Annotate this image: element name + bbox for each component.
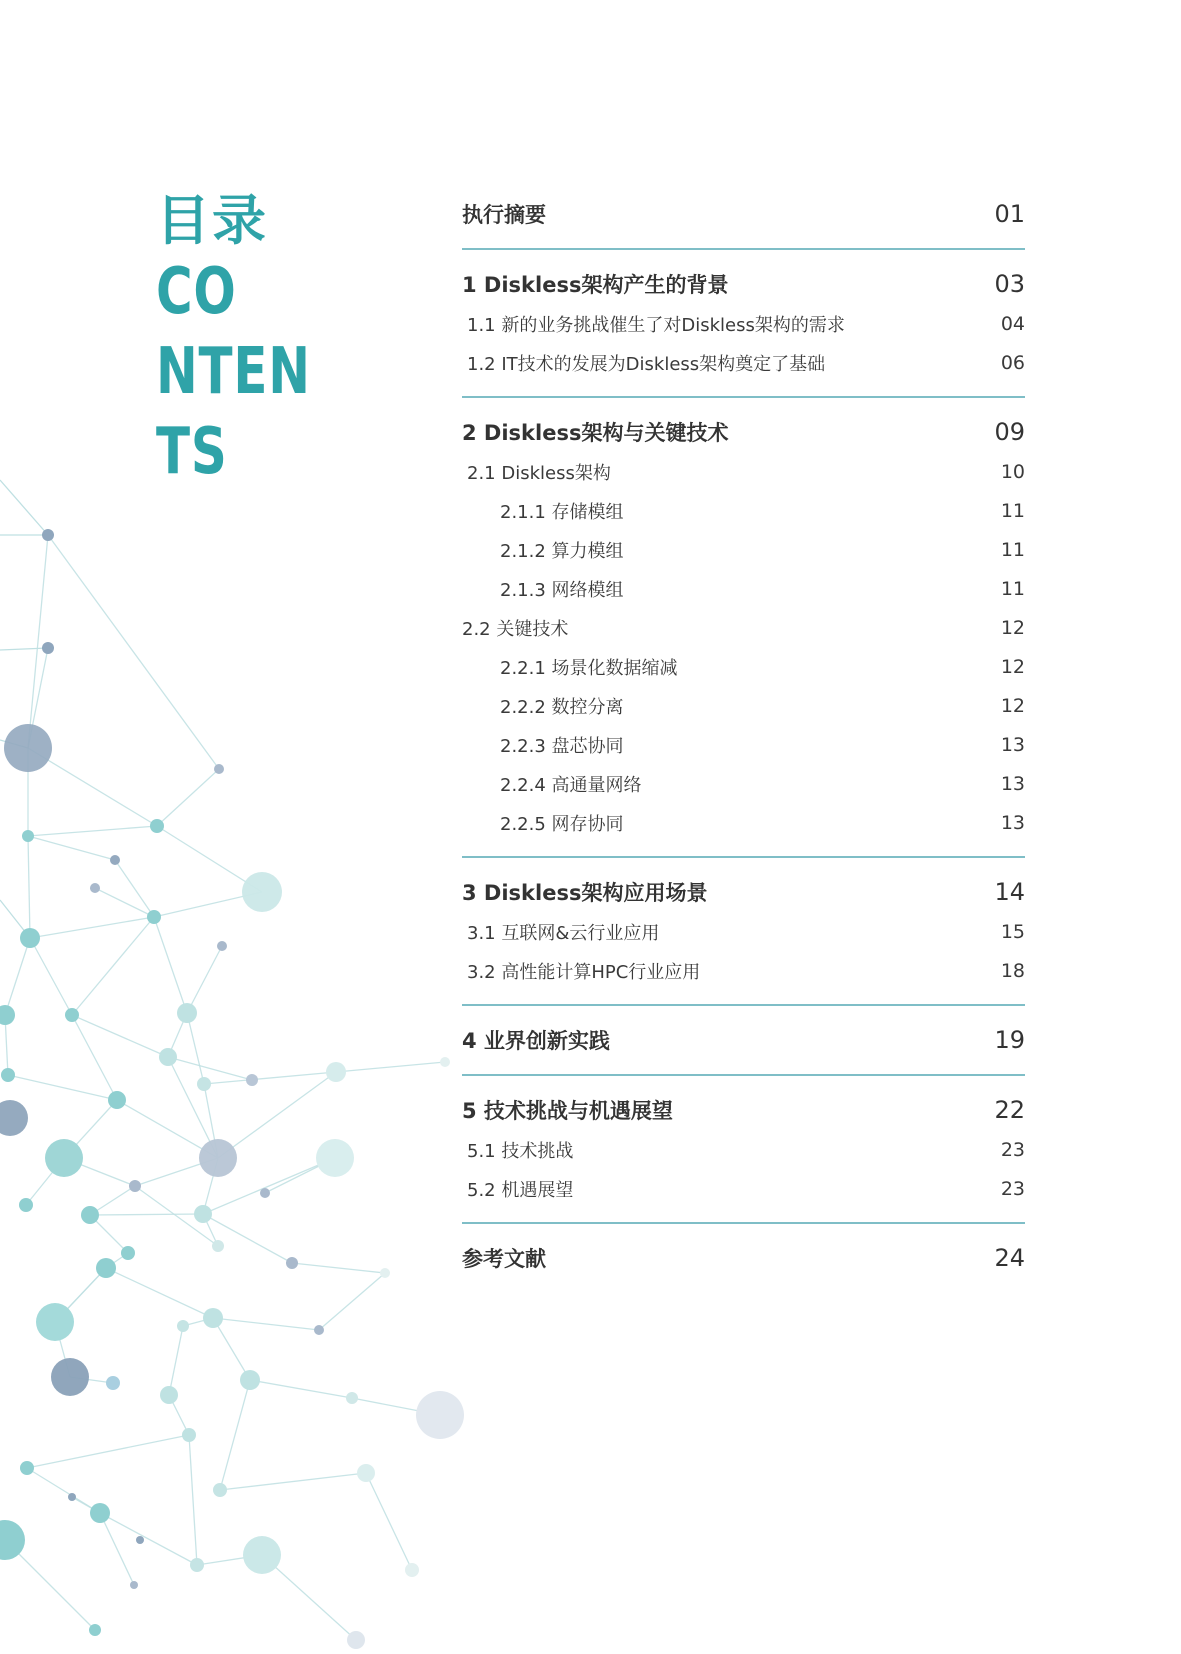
network-edge <box>0 648 48 650</box>
network-edge <box>336 1062 445 1072</box>
toc-sub-page-number: 13 <box>1000 811 1025 834</box>
network-node <box>416 1391 464 1439</box>
toc-sub-entry[interactable] <box>462 569 1025 608</box>
network-node <box>314 1325 324 1335</box>
network-edge <box>319 1273 385 1330</box>
network-edge <box>5 938 30 1015</box>
network-edge <box>95 888 154 917</box>
network-node <box>260 1188 270 1198</box>
toc-sub-label: 3.1 互联网&云行业应用 <box>467 922 660 944</box>
network-edge <box>72 1015 168 1057</box>
network-edge <box>204 1072 336 1084</box>
network-node <box>20 1461 34 1475</box>
network-node <box>190 1558 204 1572</box>
network-node <box>243 1536 281 1574</box>
network-node <box>242 872 282 912</box>
toc-sub-entry[interactable] <box>462 686 1025 725</box>
toc-main-entry[interactable] <box>462 1238 1025 1278</box>
toc-main-entry[interactable] <box>462 412 1025 452</box>
network-node <box>0 1005 15 1025</box>
toc-sub-page-number: 15 <box>1000 920 1025 943</box>
toc-section <box>462 858 1025 1006</box>
network-node <box>286 1257 298 1269</box>
network-node <box>194 1205 212 1223</box>
toc-sub-entry[interactable] <box>462 452 1025 491</box>
network-edge <box>8 1075 117 1100</box>
network-node <box>405 1563 419 1577</box>
network-edge <box>213 1318 319 1330</box>
toc-sub-label: 1.1 新的业务挑战催生了对Diskless架构的需求 <box>467 314 845 336</box>
network-edge <box>72 1015 117 1100</box>
toc-main-page-number: 09 <box>994 418 1025 446</box>
toc-main-label: 1 Diskless架构产生的背景 <box>462 273 729 297</box>
toc-sub-page-number: 11 <box>1000 577 1025 600</box>
network-node <box>326 1062 346 1082</box>
network-node <box>42 529 54 541</box>
toc-sub-entry[interactable] <box>462 803 1025 842</box>
network-edge <box>100 1513 134 1585</box>
network-edge <box>28 836 30 938</box>
toc-main-page-number: 24 <box>994 1244 1025 1272</box>
network-node <box>65 1008 79 1022</box>
network-node <box>0 1520 25 1560</box>
network-edge <box>218 1072 336 1158</box>
network-node <box>246 1074 258 1086</box>
toc-main-label: 执行摘要 <box>462 203 546 227</box>
network-edge <box>187 946 222 1013</box>
network-node <box>90 883 100 893</box>
toc-sub-entry[interactable] <box>462 608 1025 647</box>
toc-sub-entry[interactable] <box>462 725 1025 764</box>
toc-sub-entry[interactable] <box>462 647 1025 686</box>
network-node <box>159 1048 177 1066</box>
network-edge <box>28 826 157 836</box>
toc-main-entry[interactable] <box>462 1090 1025 1130</box>
network-node <box>347 1631 365 1649</box>
network-edge <box>28 836 115 860</box>
network-node <box>22 830 34 842</box>
toc-sub-page-number: 11 <box>1000 499 1025 522</box>
toc-sub-label: 2.2.1 场景化数据缩减 <box>500 657 678 679</box>
network-node <box>129 1180 141 1192</box>
network-edge <box>154 917 187 1013</box>
toc-sub-label: 2.2 关键技术 <box>462 618 569 640</box>
toc-sub-entry[interactable] <box>462 343 1025 382</box>
toc-sub-page-number: 10 <box>1000 460 1025 483</box>
title-english-line-2: NTEN <box>156 335 311 409</box>
network-node <box>0 1100 28 1136</box>
toc-sub-entry[interactable] <box>462 304 1025 343</box>
toc-sub-label: 3.2 高性能计算HPC行业应用 <box>467 961 701 983</box>
network-node <box>160 1386 178 1404</box>
network-edge <box>157 769 219 826</box>
toc-main-label: 5 技术挑战与机遇展望 <box>462 1099 673 1123</box>
network-node <box>203 1308 223 1328</box>
toc-sub-page-number: 23 <box>1000 1177 1025 1200</box>
network-node <box>440 1057 450 1067</box>
network-node <box>182 1428 196 1442</box>
network-node <box>316 1139 354 1177</box>
toc-sub-page-number: 12 <box>1000 694 1025 717</box>
toc-sub-label: 2.1.2 算力模组 <box>500 540 624 562</box>
network-edge <box>250 1380 352 1398</box>
toc-main-entry[interactable] <box>462 1020 1025 1060</box>
toc-sub-entry[interactable] <box>462 530 1025 569</box>
network-node <box>4 724 52 772</box>
network-edge <box>220 1380 250 1490</box>
toc-main-label: 参考文献 <box>462 1247 546 1271</box>
network-node <box>51 1358 89 1396</box>
toc-main-page-number: 01 <box>994 200 1025 228</box>
title-english-line-3: TS <box>156 415 228 489</box>
toc-sub-label: 2.1 Diskless架构 <box>467 462 611 484</box>
toc-sub-label: 2.2.2 数控分离 <box>500 696 624 718</box>
toc-sub-page-number: 12 <box>1000 655 1025 678</box>
network-node <box>150 819 164 833</box>
table-of-contents <box>462 180 1025 1292</box>
network-node <box>45 1139 83 1177</box>
toc-sub-page-number: 04 <box>1000 312 1025 335</box>
toc-sub-page-number: 12 <box>1000 616 1025 639</box>
network-edge <box>292 1263 385 1273</box>
network-edge <box>203 1214 292 1263</box>
network-edge <box>187 1013 204 1084</box>
toc-sub-label: 5.2 机遇展望 <box>467 1179 574 1201</box>
toc-sub-page-number: 13 <box>1000 733 1025 756</box>
toc-sub-label: 5.1 技术挑战 <box>467 1140 574 1162</box>
network-node <box>240 1370 260 1390</box>
network-edge <box>213 1318 250 1380</box>
network-node <box>130 1581 138 1589</box>
toc-sub-label: 2.2.4 高通量网络 <box>500 774 642 796</box>
title-chinese: 目录 <box>156 189 268 252</box>
network-edge <box>48 535 219 769</box>
toc-sub-entry[interactable] <box>462 1130 1025 1169</box>
title-english <box>156 252 355 492</box>
toc-sub-page-number: 18 <box>1000 959 1025 982</box>
network-edge <box>189 1435 197 1565</box>
network-node <box>217 941 227 951</box>
network-node <box>197 1077 211 1091</box>
toc-sub-entry[interactable] <box>462 491 1025 530</box>
network-node <box>108 1091 126 1109</box>
network-edge <box>90 1214 203 1215</box>
toc-main-entry[interactable] <box>462 872 1025 912</box>
network-edge <box>28 535 48 748</box>
network-node <box>147 910 161 924</box>
network-node <box>346 1392 358 1404</box>
toc-sub-entry[interactable] <box>462 764 1025 803</box>
network-edge <box>30 938 72 1015</box>
network-node <box>357 1464 375 1482</box>
network-node <box>36 1303 74 1341</box>
toc-section <box>462 1076 1025 1224</box>
toc-main-page-number: 22 <box>994 1096 1025 1124</box>
toc-main-page-number: 03 <box>994 270 1025 298</box>
toc-sub-label: 2.1.1 存储模组 <box>500 501 624 523</box>
network-node <box>106 1376 120 1390</box>
network-node <box>96 1258 116 1278</box>
toc-main-page-number: 19 <box>994 1026 1025 1054</box>
network-node <box>1 1068 15 1082</box>
network-edge <box>72 917 154 1015</box>
toc-sub-label: 2.2.3 盘芯协同 <box>500 735 624 757</box>
toc-section <box>462 398 1025 858</box>
toc-sub-entry[interactable] <box>462 912 1025 951</box>
network-edge <box>106 1268 213 1318</box>
toc-sub-page-number: 23 <box>1000 1138 1025 1161</box>
network-edge <box>0 480 48 535</box>
network-node <box>110 855 120 865</box>
network-node <box>380 1268 390 1278</box>
toc-sub-page-number: 13 <box>1000 772 1025 795</box>
network-edge <box>169 1326 183 1395</box>
toc-sub-label: 2.1.3 网络模组 <box>500 579 624 601</box>
network-edge <box>100 1513 197 1565</box>
toc-main-entry[interactable] <box>462 194 1025 234</box>
network-edge <box>366 1473 412 1570</box>
network-edge <box>262 1555 356 1640</box>
network-edge <box>220 1473 366 1490</box>
toc-main-label: 4 业界创新实践 <box>462 1029 610 1053</box>
toc-main-entry[interactable] <box>462 264 1025 304</box>
toc-main-page-number: 14 <box>994 878 1025 906</box>
network-edge <box>27 1435 189 1468</box>
toc-sub-label: 1.2 IT技术的发展为Diskless架构奠定了基础 <box>467 353 826 375</box>
title-english-line-1: CO <box>156 255 237 329</box>
network-node <box>177 1003 197 1023</box>
network-edge <box>168 1057 252 1080</box>
network-node <box>214 764 224 774</box>
network-edge <box>30 917 154 938</box>
network-node <box>20 928 40 948</box>
toc-section <box>462 1006 1025 1076</box>
network-node <box>199 1139 237 1177</box>
network-edge <box>115 860 154 917</box>
network-node <box>136 1536 144 1544</box>
network-node <box>68 1493 76 1501</box>
toc-sub-page-number: 06 <box>1000 351 1025 374</box>
toc-sub-entry[interactable] <box>462 1169 1025 1208</box>
network-node <box>19 1198 33 1212</box>
contents-title <box>156 190 355 492</box>
toc-section <box>462 250 1025 398</box>
toc-main-label: 3 Diskless架构应用场景 <box>462 881 708 905</box>
toc-section <box>462 180 1025 250</box>
toc-sub-page-number: 11 <box>1000 538 1025 561</box>
network-node <box>177 1320 189 1332</box>
network-node <box>89 1624 101 1636</box>
toc-main-label: 2 Diskless架构与关键技术 <box>462 421 729 445</box>
network-node <box>81 1206 99 1224</box>
network-node <box>212 1240 224 1252</box>
toc-sub-label: 2.2.5 网存协同 <box>500 813 624 835</box>
network-node <box>42 642 54 654</box>
network-node <box>121 1246 135 1260</box>
network-node <box>213 1483 227 1497</box>
toc-section <box>462 1224 1025 1292</box>
network-node <box>90 1503 110 1523</box>
toc-sub-entry[interactable] <box>462 951 1025 990</box>
